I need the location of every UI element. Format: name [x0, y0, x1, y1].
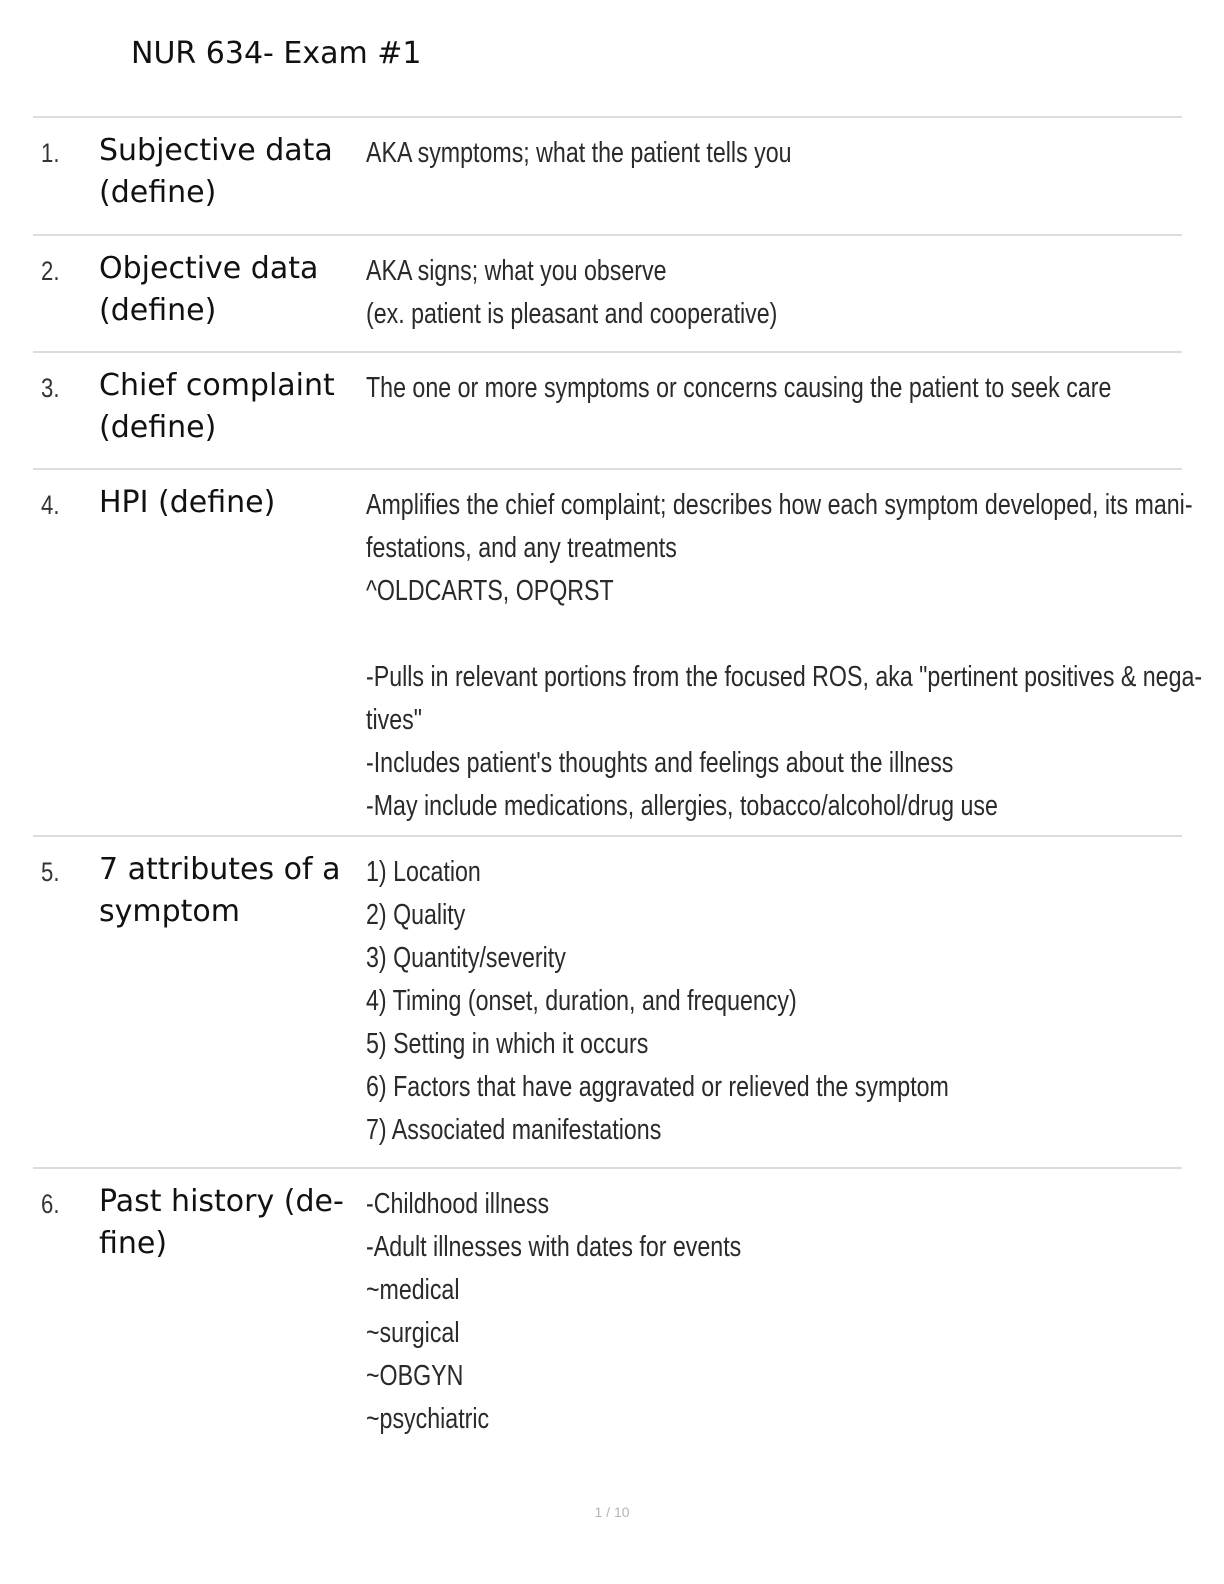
- card-number: 5.: [41, 857, 60, 887]
- card-definition: [366, 250, 1166, 336]
- card-term: Subjective data (define): [99, 133, 333, 210]
- definition-line: 1) Location: [366, 856, 481, 888]
- definition-line: AKA signs; what you observe: [366, 255, 667, 287]
- card-definition: [366, 851, 1166, 1152]
- definition-line: (ex. patient is pleasant and cooperative): [366, 298, 778, 330]
- page-indicator: 1 / 10: [594, 1504, 630, 1520]
- card-definition: [366, 132, 1166, 175]
- definition-line: 3) Quantity/severity: [366, 942, 566, 974]
- card-number: 6.: [41, 1189, 60, 1219]
- flashcard: [33, 234, 1182, 351]
- definition-line: -May include medications, allergies, tobacco/alcohol/drug use: [366, 790, 998, 822]
- card-term: 7 attributes of a symptom: [99, 852, 341, 929]
- definition-line: tives": [366, 704, 422, 736]
- card-definition: [366, 484, 1203, 828]
- definition-line: 7) Associated manifestations: [366, 1114, 662, 1146]
- definition-line: -Includes patient's thoughts and feelings about the illness: [366, 747, 954, 779]
- definition-line: ^OLDCARTS, OPQRST: [366, 575, 614, 607]
- definition-line: ~psychiatric: [366, 1403, 490, 1435]
- card-term: HPI (define): [99, 485, 276, 520]
- flashcard: [33, 351, 1182, 468]
- flashcard: [33, 1167, 1182, 1457]
- flashcard: [33, 835, 1182, 1167]
- flashcard-list: [33, 116, 1203, 1457]
- definition-line: AKA symptoms; what the patient tells you: [366, 137, 792, 169]
- document-title: NUR 634- Exam #1: [131, 36, 422, 71]
- definition-line: ~medical: [366, 1274, 460, 1306]
- definition-line: -Adult illnesses with dates for events: [366, 1231, 742, 1263]
- definition-line: Amplifies the chief complaint; describes how each symptom developed, its mani-: [366, 489, 1193, 521]
- definition-spacer: [366, 613, 1166, 656]
- definition-line: 6) Factors that have aggravated or relieved the symptom: [366, 1071, 949, 1103]
- definition-line: The one or more symptoms or concerns causing the patient to seek care: [366, 372, 1112, 404]
- definition-line: -Pulls in relevant portions from the focused ROS, aka "pertinent positives & nega-: [366, 661, 1203, 693]
- card-number: 3.: [41, 373, 60, 403]
- definition-line: 5) Setting in which it occurs: [366, 1028, 649, 1060]
- definition-line: 2) Quality: [366, 899, 466, 931]
- definition-line: ~OBGYN: [366, 1360, 464, 1392]
- definition-line: -Childhood illness: [366, 1188, 550, 1220]
- definition-line: 4) Timing (onset, duration, and frequency): [366, 985, 797, 1017]
- card-definition: [366, 367, 1166, 410]
- card-number: 2.: [41, 256, 60, 286]
- card-term: Objective data (define): [99, 251, 319, 328]
- card-number: 4.: [41, 490, 60, 520]
- card-definition: [366, 1183, 1166, 1441]
- flashcard: [33, 116, 1182, 234]
- card-term: Past history (de-fine): [99, 1184, 344, 1261]
- card-term: Chief complaint (define): [99, 368, 335, 445]
- flashcard: [33, 468, 1203, 835]
- definition-line: ~surgical: [366, 1317, 460, 1349]
- definition-line: festations, and any treatments: [366, 532, 677, 564]
- card-number: 1.: [41, 138, 60, 168]
